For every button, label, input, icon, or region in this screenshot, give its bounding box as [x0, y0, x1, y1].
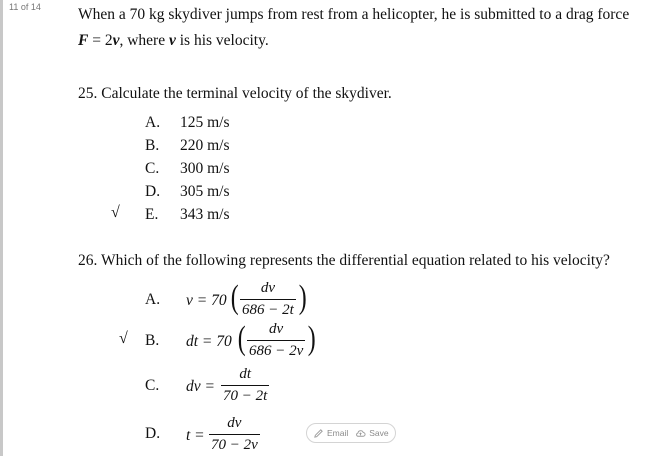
save-button[interactable] [355, 428, 388, 439]
q26-option-b-letter: B. [145, 332, 160, 349]
q26-option-b-lhs: dt = 70 [186, 333, 232, 350]
q26-option-b-left-paren: ( [237, 320, 246, 357]
q26-option-c-fraction [221, 367, 269, 404]
q25-option-a-text: 125 m/s [180, 114, 230, 131]
q25-option-c-letter: C. [145, 160, 160, 177]
q25-option-e-letter: E. [145, 206, 159, 223]
intro-line-2 [78, 33, 269, 49]
q26-option-d-fraction [209, 416, 260, 453]
cloud-upload-icon [355, 428, 366, 439]
page-margin-bar [0, 0, 3, 456]
q26-option-c-denominator: 70 − 2t [221, 385, 269, 404]
q25-option-d-text: 305 m/s [180, 183, 230, 200]
q26-option-a-left-paren: ( [230, 279, 239, 316]
q26-option-c-numerator: dt [239, 366, 251, 382]
q26-option-d-letter: D. [145, 425, 161, 442]
velocity-symbol: v [168, 32, 176, 49]
q26-option-b-denominator: 686 − 2v [247, 340, 305, 359]
question-26: 26. Which of the following represents the differential equation related to his velocity? [78, 252, 610, 269]
pencil-icon [313, 428, 324, 439]
q26-option-a-fraction [240, 281, 296, 318]
q25-option-d-letter: D. [145, 183, 161, 200]
q26-option-b-fraction [247, 322, 305, 359]
q26-option-c-lhs: dv = [186, 378, 215, 395]
q26-option-d-numerator: dv [227, 415, 242, 431]
intro-where: , where [119, 32, 169, 49]
email-save-toolbar [306, 423, 396, 443]
save-button-label: Save [369, 428, 389, 438]
q26-option-a-letter: A. [145, 291, 161, 308]
q26-option-b-numerator: dv [269, 321, 284, 337]
force-equals: = 2 [88, 32, 113, 49]
page-indicator: 11 of 14 [9, 2, 41, 12]
q25-option-c-text: 300 m/s [180, 160, 230, 177]
force-velocity-symbol: v [112, 32, 120, 49]
q25-option-e-text: 343 m/s [180, 206, 230, 223]
q25-option-b-letter: B. [145, 137, 160, 154]
intro-line-1: When a 70 kg skydiver jumps from rest from a helicopter, he is submitted to a drag force [78, 6, 630, 23]
q26-option-d-lhs: t = [186, 427, 205, 444]
email-button[interactable] [313, 428, 348, 439]
email-button-label: Email [327, 428, 349, 438]
q26-option-a-denominator: 686 − 2t [240, 299, 296, 318]
intro-end: is his velocity. [175, 32, 269, 49]
q25-check-mark-icon: √ [111, 204, 120, 221]
q25-option-a-letter: A. [145, 114, 161, 131]
q26-option-a-right-paren: ) [298, 279, 307, 316]
q26-option-d-denominator: 70 − 2v [209, 434, 260, 453]
q25-option-b-text: 220 m/s [180, 137, 230, 154]
q26-option-a-lhs: v = 70 [186, 292, 227, 309]
question-25: 25. Calculate the terminal velocity of the skydiver. [78, 85, 392, 102]
q26-option-b-right-paren: ) [307, 320, 316, 357]
force-symbol: F [78, 32, 89, 49]
q26-option-a-numerator: dv [260, 280, 275, 296]
q26-option-c-letter: C. [145, 377, 160, 394]
q26-check-mark-icon: √ [119, 330, 128, 347]
